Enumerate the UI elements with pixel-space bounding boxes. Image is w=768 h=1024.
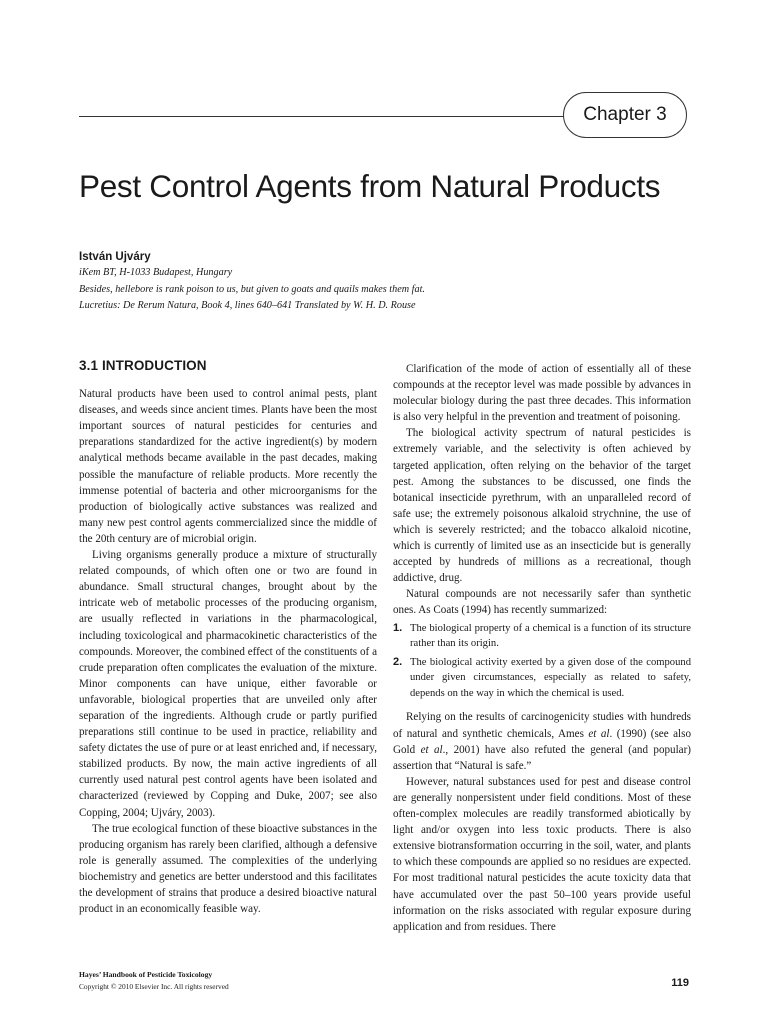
paragraph (393, 709, 691, 773)
epigraph-source: Lucretius: De Rerum Natura, Book 4, lines 640–641 Translated by W. H. D. Rouse (79, 300, 416, 311)
paragraph: Living organisms generally produce a mixture of structurally related compounds, of which often one or two are found in abundance. Small structural changes, brought about by the intricate web of metabolic processes of the producing organism, are usually reflected in variations in the pharmacological, including toxicological and pharmacokinetic characteristics of the compounds. Moreover, the combined effect of the constituents of a crude preparation often complicates the evaluation of the mixture. Minor components can have unique, either favorable or unfavorable, biological properties that are unveiled only after separation of the ingredients. Although crude or partly purified preparations still continue to be used in practice, reliability and safety dictates the use of pure or at least enriched and, if necessary, stabilized products. By now, the main active ingredients of all currently used natural pest control agents have been isolated and characterized (reviewed by Copping and Duke, 2007; see also Copping, 2004; Ujváry, 2003). (79, 549, 377, 819)
page-title: Pest Control Agents from Natural Products (79, 168, 661, 204)
left-column (79, 358, 377, 917)
list-number: 2. (393, 655, 403, 668)
right-column (393, 361, 691, 935)
list-text: The biological activity exerted by a given dose of the compound under given circumstances, especially as related to safety, depends on the way in which the chemical is used. (410, 656, 691, 699)
list-text: The biological property of a chemical is a function of its structure rather than its origin. (410, 622, 691, 650)
section-number: 3.1 (79, 358, 99, 373)
list-number: 1. (393, 621, 403, 634)
paragraph: Natural products have been used to control animal pests, plant diseases, and weeds since ancient times. Plants have been the most important sources of natural pesticides for centuries and preparations standardized for the active ingredient(s) by modern analytical methods became available in the past decades, making possible the manufacture of reliable products. More recently the immense potential of bacteria and other microorganisms for the production of biologically active substances was realized and many new pest control agents commercialized since the middle of the 20th century are of microbial origin. (79, 388, 377, 545)
page-number: 119 (671, 977, 689, 989)
list-item (393, 655, 691, 702)
section-title: INTRODUCTION (101, 358, 207, 373)
italic-run: et al (588, 727, 610, 740)
author-name: István Ujváry (79, 251, 151, 263)
text-run: . (1990) (see also Gold (393, 727, 691, 756)
text-run: Relying on the results of carcinogenicity studies with hundreds of natural and synthetic chemicals, Ames (393, 711, 691, 740)
list-item (393, 621, 691, 652)
paragraph: Clarification of the mode of action of essentially all of these compounds at the receptor level was made possible by advances in molecular biology during the past three decades. This information is also very helpful in the prevention and treatment of poisoning. (393, 363, 691, 424)
section-heading (79, 358, 377, 374)
chapter-label: Chapter 3 (563, 92, 687, 138)
paragraph: The biological activity spectrum of natural pesticides is extremely variable, and the selectivity is often achieved by targeted application, often relying on the behavior of the target pest. Among the substances to be discussed, one finds the botanical insecticide pyrethrum, with an unparalleled record of safe use; the extremely poisonous alkaloid strychnine, the use of which is severely restricted; and the tobacco alkaloid nicotine, which is currently of limited use as an insecticide but is generally accepted by hundreds of millions as a recreational, though addictive, drug. (393, 427, 691, 585)
paragraph: Natural compounds are not necessarily safer than synthetic ones. As Coats (1994) has recently summarized: (393, 588, 691, 617)
author-affiliation: iKem BT, H-1033 Budapest, Hungary (79, 267, 233, 278)
footer-copyright: Copyright © 2010 Elsevier Inc. All rights reserved (79, 982, 229, 991)
numbered-list (393, 621, 691, 702)
italic-run: et al (420, 743, 443, 756)
paragraph: However, natural substances used for pest and disease control are generally nonpersistent under field conditions. Most of these often-complex molecules are readily transformed abiotically by light and/or oxygen into less toxic products. There is also extensive biotransformation occurring in the soil, water, and plants to which these compounds are applied so no residues are expected. For most traditional natural pesticides the acute toxicity data that have accumulated over the past 50–100 years provide useful information on the risks associated with regular exposure during application and from residues. There (393, 775, 691, 933)
text-run: ., 2001) have also refuted the general (and popular) assertion that “Natural is safe.” (393, 743, 691, 772)
chapter-rule (79, 116, 564, 117)
paragraph: The true ecological function of these bioactive substances in the producing organism has rarely been clarified, although a defensive role is generally assumed. The complexities of the underlying biochemistry and genetics are better understood and this facilitates the development of strains that produce a desired bioactive natural product in an economically feasible way. (79, 822, 377, 916)
epigraph-quote: Besides, hellebore is rank poison to us, but given to goats and quails makes them fat. (79, 284, 425, 295)
footer-book-title: Hayes’ Handbook of Pesticide Toxicology (79, 970, 213, 979)
